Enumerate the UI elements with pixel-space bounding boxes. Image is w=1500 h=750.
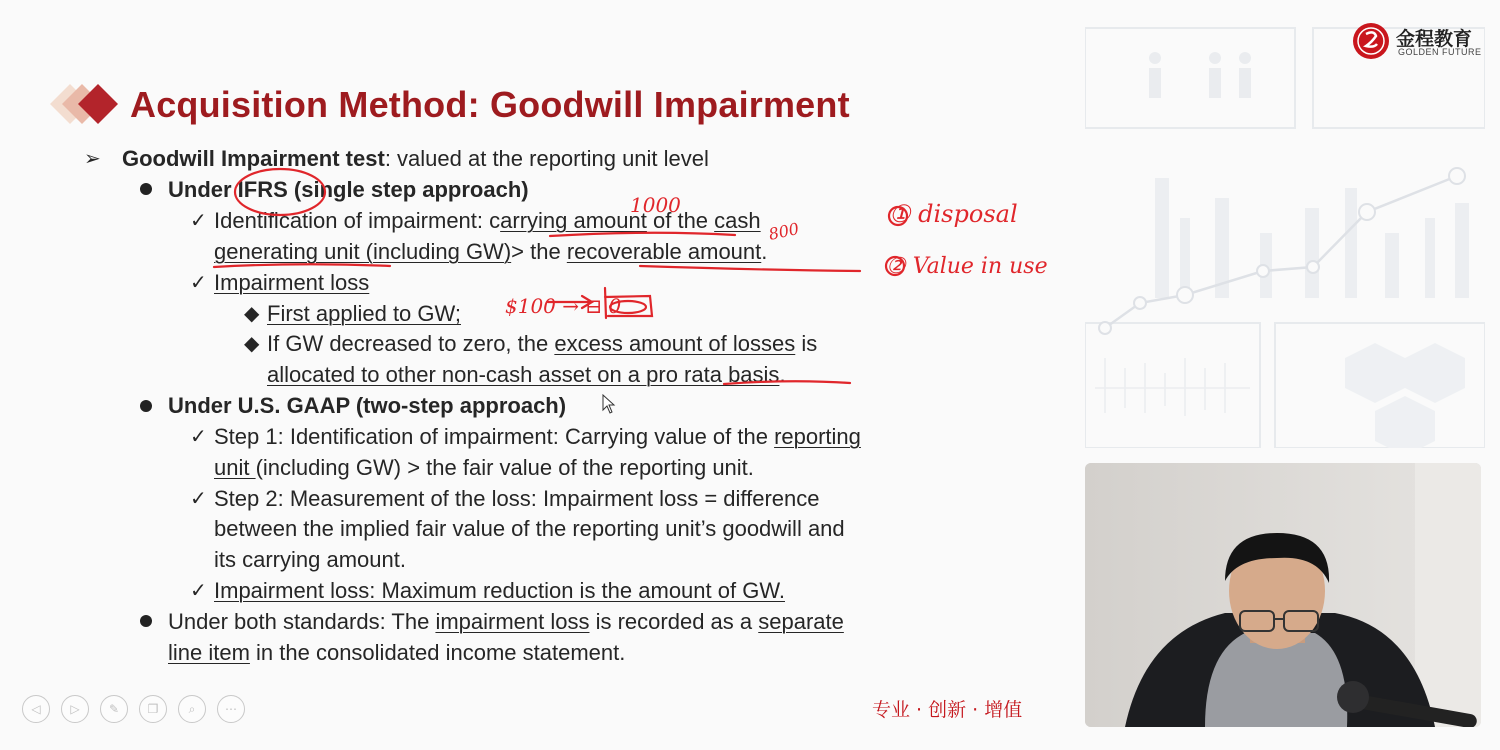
check-mark-icon: ✓ (190, 210, 207, 232)
usgaap-max-reduction: Impairment loss: Maximum reduction is the amount of GW. (214, 578, 785, 603)
text-segment: > the (511, 239, 567, 264)
logo-seal-icon (1352, 22, 1390, 60)
bullet-usgaap (140, 400, 152, 412)
mouse-cursor-icon (602, 394, 616, 414)
zoom-icon[interactable]: ⌕ (178, 695, 206, 723)
circled-2 (886, 257, 904, 275)
usgaap-heading: Under U.S. GAAP (two-step approach) (168, 393, 567, 418)
webcam-video[interactable] (1085, 463, 1481, 727)
text-segment: is (795, 331, 818, 356)
text-segment: Under both standards: The (168, 609, 436, 634)
underlined-line-item: line item (168, 640, 250, 665)
ink-800: 800 (766, 218, 801, 244)
logo-chinese-text: 金程教育 (1396, 28, 1473, 50)
bullet-ifrs (140, 183, 152, 195)
intro-rest: : valued at the reporting unit level (384, 146, 709, 171)
check-mark-icon: ✓ (190, 580, 207, 602)
ink-1000: 1000 (630, 193, 681, 217)
diamond-icon: ◆ (244, 333, 260, 355)
underlined-allocated: allocated to other non-cash asset on a pro rata basis (267, 362, 780, 387)
usgaap-step2-line3: its carrying amount. (214, 547, 406, 572)
text-segment: Identification of impairment: c (214, 208, 501, 233)
prev-icon[interactable]: ◁ (22, 695, 50, 723)
golden-future-logo (1352, 22, 1488, 62)
intro-line (122, 145, 709, 173)
ifrs-identification-line2 (214, 238, 767, 266)
copy-icon[interactable]: ❐ (139, 695, 167, 723)
triangle-arrow-icon: ➢ (84, 148, 101, 170)
circled-1 (889, 207, 907, 225)
ifrs-first-applied: First applied to GW; (267, 301, 461, 326)
underlined-impairment-loss: impairment loss (435, 609, 590, 634)
text-segment: . (761, 239, 768, 264)
diamond-icon: ◆ (244, 303, 260, 325)
logo-english-text: GOLDEN FUTURE (1398, 47, 1482, 57)
check-mark-icon: ✓ (190, 272, 207, 294)
usgaap-step2-line1: Step 2: Measurement of the loss: Impairment loss = difference (214, 486, 820, 511)
underlined-reporting: reporting (774, 424, 861, 449)
usgaap-step1-line2 (214, 454, 754, 482)
slide-title: Acquisition Method: Goodwill Impairment (130, 84, 850, 125)
text-segment: If GW decreased to zero, the (267, 331, 555, 356)
ifrs-excess-line (267, 330, 817, 358)
ink-underline-recoverable (640, 266, 860, 271)
bullet-both (140, 615, 152, 627)
footer-slogan: 专业 · 创新 · 增值 (872, 699, 1023, 721)
scribble (610, 301, 646, 313)
next-icon[interactable]: ▷ (61, 695, 89, 723)
text-segment: of the (646, 208, 715, 233)
both-line1 (168, 608, 844, 636)
ifrs-impairment-loss: Impairment loss (214, 270, 370, 295)
intro-bold: Goodwill Impairment test (122, 146, 385, 171)
text-segment: . (779, 362, 786, 387)
text-segment: (including GW) > the fair value of the reporting unit. (255, 455, 754, 480)
underlined-unit: unit (214, 455, 256, 480)
ink-loss-note: $100 → ⊟ 0 (505, 294, 622, 318)
check-mark-icon: ✓ (190, 488, 207, 510)
presenter-image (1085, 463, 1481, 727)
ifrs-heading: Under IFRS (single step approach) (168, 177, 529, 202)
ink-value-in-use: ② Value in use (886, 254, 1048, 279)
usgaap-step1-line1 (214, 423, 861, 451)
more-icon[interactable]: ⋯ (217, 695, 245, 723)
underlined-carrying-amount: arrying amount (500, 208, 647, 233)
ifrs-allocated-line (267, 361, 786, 389)
underlined-separate: separate (758, 609, 844, 634)
diamond-stack-icon (48, 82, 128, 128)
background-infographic (1085, 18, 1485, 448)
ink-disposal: ① disposal (889, 200, 1018, 228)
ifrs-identification-line1 (214, 207, 761, 235)
both-line2 (168, 639, 625, 667)
underlined-cgu: generating unit (including GW) (214, 239, 512, 264)
underlined-cash: cash (714, 208, 761, 233)
arrow-stroke (548, 296, 592, 308)
usgaap-step2-line2: between the implied fair value of the reporting unit’s goodwill and (214, 516, 845, 541)
box-stroke (605, 288, 652, 318)
text-segment: in the consolidated income statement. (249, 640, 626, 665)
underlined-excess-losses: excess amount of losses (554, 331, 796, 356)
text-segment: Step 1: Identification of impairment: Carrying value of the (214, 424, 775, 449)
pen-icon[interactable]: ✎ (100, 695, 128, 723)
underlined-recoverable-amount: recoverable amount (566, 239, 762, 264)
text-segment: is recorded as a (589, 609, 759, 634)
check-mark-icon: ✓ (190, 426, 207, 448)
